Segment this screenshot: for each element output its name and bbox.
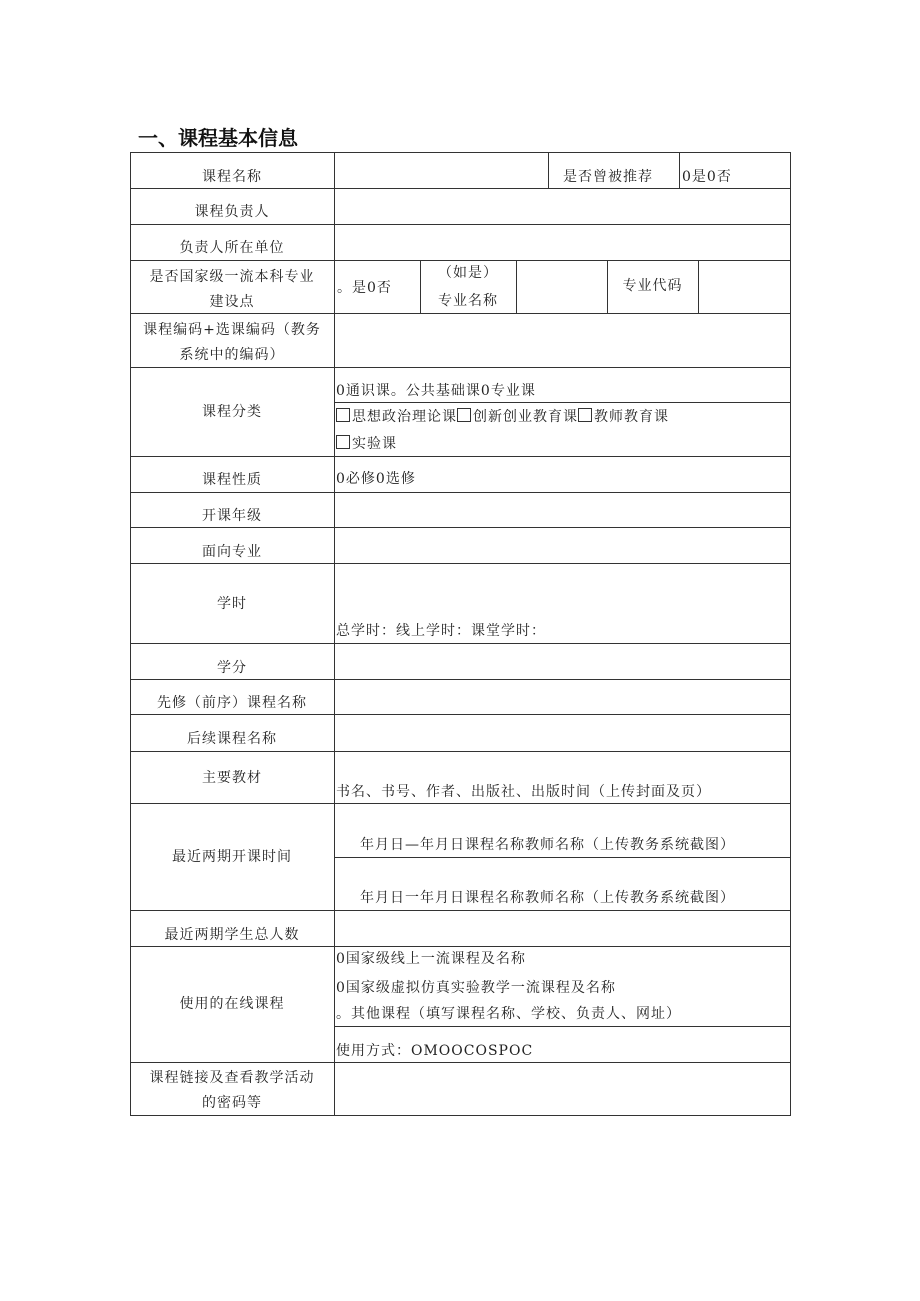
course-nature-options[interactable]: 0必修0选修 xyxy=(336,471,416,487)
column-divider xyxy=(334,152,335,1116)
course-leader-label: 课程负责人 xyxy=(194,204,270,220)
major-code-label: 专业代码 xyxy=(622,278,683,294)
row-line xyxy=(130,751,791,752)
online-option-other[interactable]: 。其他课程（填写课程名称、学校、负责人、网址） xyxy=(336,1006,681,1022)
students-label: 最近两期学生总人数 xyxy=(164,927,300,943)
row-line xyxy=(334,1026,791,1027)
course-leader-input[interactable] xyxy=(336,189,789,223)
recent-term-2[interactable]: 年月日一年月日课程名称教师名称（上传教务系统截图） xyxy=(360,890,735,906)
credits-input[interactable] xyxy=(336,644,789,678)
category-options[interactable]: 0通识课。公共基础课0专业课 xyxy=(336,383,536,399)
course-category-label: 课程分类 xyxy=(202,404,262,420)
first-class-major-label: 是否国家级一流本科专业 xyxy=(149,269,315,285)
course-nature-label: 课程性质 xyxy=(202,472,262,488)
major-name-label: 专业名称 xyxy=(438,293,498,309)
course-link-input[interactable] xyxy=(336,1063,789,1115)
cell-divider xyxy=(698,260,699,313)
follow-up-label: 后续课程名称 xyxy=(187,731,277,747)
students-input[interactable] xyxy=(336,911,789,945)
checkbox[interactable] xyxy=(578,408,592,422)
row-line xyxy=(334,857,791,858)
row-line xyxy=(130,946,791,947)
course-name-label: 课程名称 xyxy=(202,169,262,185)
target-major-input[interactable] xyxy=(336,528,789,562)
section-title: 一、课程基本信息 xyxy=(138,126,298,150)
checkbox[interactable] xyxy=(457,408,471,422)
prerequisite-input[interactable] xyxy=(336,680,789,714)
category-checkboxes-2 xyxy=(336,435,397,453)
hours-value[interactable]: 总学时：线上学时：课堂学时： xyxy=(336,623,546,639)
cell-divider xyxy=(516,260,517,313)
row-line xyxy=(130,260,791,261)
checkbox-label: 创新创业教育课 xyxy=(473,409,578,425)
course-code-input[interactable] xyxy=(336,314,789,366)
hours-label: 学时 xyxy=(217,596,247,612)
row-line xyxy=(130,367,791,368)
row-line xyxy=(130,456,791,457)
first-class-major-options[interactable]: 。是0否 xyxy=(337,280,392,296)
checkbox[interactable] xyxy=(336,435,350,449)
recommended-label: 是否曾被推荐 xyxy=(563,169,653,185)
course-name-input[interactable] xyxy=(336,153,546,187)
grade-input[interactable] xyxy=(336,493,789,527)
checkbox-label: 教师教育课 xyxy=(594,409,669,425)
usage-mode[interactable]: 使用方式：OMOOCOSPOC xyxy=(336,1043,534,1059)
row-line xyxy=(130,803,791,804)
first-class-major-label-2: 建设点 xyxy=(209,294,255,310)
textbook-label: 主要教材 xyxy=(202,770,262,786)
textbook-value[interactable]: 书名、书号、作者、出版社、出版时间（上传封面及页） xyxy=(336,784,711,800)
leader-unit-label: 负责人所在单位 xyxy=(179,240,285,256)
online-option-national[interactable]: 0国家级线上一流课程及名称 xyxy=(336,951,526,967)
category-checkboxes xyxy=(336,408,669,426)
online-course-label: 使用的在线课程 xyxy=(179,996,285,1012)
row-line xyxy=(334,402,791,403)
course-code-label: 课程编码+选课编码（教务 xyxy=(143,322,321,338)
grade-label: 开课年级 xyxy=(202,508,262,524)
row-line xyxy=(130,563,791,564)
major-name-note: （如是） xyxy=(438,265,498,281)
leader-unit-input[interactable] xyxy=(336,225,789,259)
target-major-label: 面向专业 xyxy=(202,544,262,560)
course-code-label-2: 系统中的编码） xyxy=(179,347,285,363)
cell-divider xyxy=(548,152,549,188)
credits-label: 学分 xyxy=(217,660,247,676)
checkbox[interactable] xyxy=(336,408,350,422)
recommended-options[interactable]: 0是0否 xyxy=(682,169,732,185)
prerequisite-label: 先修（前序）课程名称 xyxy=(157,695,307,711)
checkbox-label: 实验课 xyxy=(352,436,397,452)
course-link-label-2: 的密码等 xyxy=(202,1095,262,1111)
checkbox-label: 思想政治理论课 xyxy=(352,409,457,425)
recent-terms-label: 最近两期开课时间 xyxy=(172,849,292,865)
course-link-label: 课程链接及查看教学活动 xyxy=(149,1070,315,1086)
online-option-virtual[interactable]: 0国家级虚拟仿真实验教学一流课程及名称 xyxy=(336,980,616,996)
cell-divider xyxy=(679,152,680,188)
follow-up-input[interactable] xyxy=(336,715,789,750)
recent-term-1[interactable]: 年月日—年月日课程名称教师名称（上传教务系统截图） xyxy=(360,837,735,853)
